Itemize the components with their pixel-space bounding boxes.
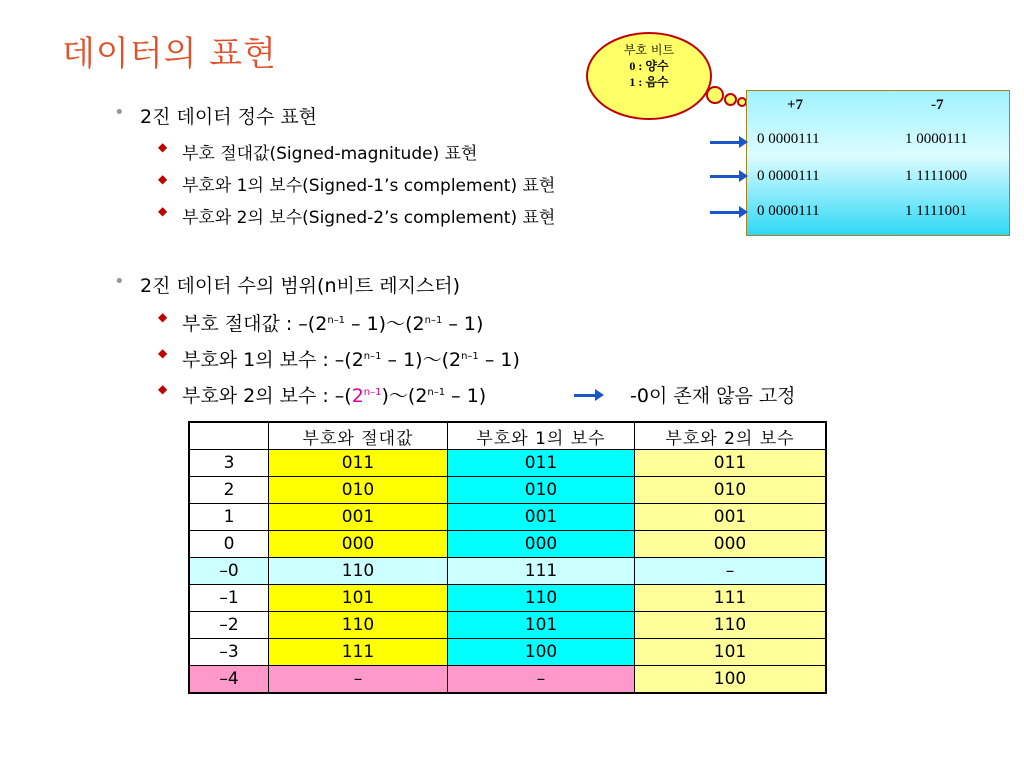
list-item-text: 부호와 2의 보수(Signed-2’s complement) 표현	[182, 208, 556, 228]
arrow-right-icon	[710, 211, 742, 214]
diamond-bullet-icon: ◆	[158, 204, 168, 218]
table-cell: 111	[269, 639, 448, 666]
table-cell: 010	[269, 477, 448, 504]
diamond-bullet-icon: ◆	[158, 140, 168, 154]
table-cell: 001	[448, 504, 635, 531]
row-value: –0	[189, 558, 269, 585]
table-cell: 011	[635, 450, 827, 477]
bullet-dot-icon: •	[114, 271, 125, 292]
row-value: 2	[189, 477, 269, 504]
table-cell: 110	[448, 585, 635, 612]
row-value: –4	[189, 666, 269, 694]
list-item-text: 부호 절대값(Signed-magnitude) 표현	[182, 144, 478, 164]
binary-value: 0 0000111	[757, 203, 820, 219]
range-exponent: n–1	[461, 351, 479, 362]
list-item-text: 부호와 1의 보수(Signed-1’s complement) 표현	[182, 176, 556, 196]
range-exponent: n–1	[363, 351, 382, 362]
range-expr: – 1)～(2	[381, 349, 462, 371]
table-row	[189, 450, 826, 477]
table-row	[189, 504, 826, 531]
row-value: 1	[189, 504, 269, 531]
header-plus7: +7	[787, 97, 804, 113]
range-expr: – 1)	[478, 349, 520, 371]
table-cell: –	[448, 666, 635, 694]
binary-value: 1 0000111	[905, 131, 968, 147]
table-row	[189, 585, 826, 612]
table-header-row	[189, 422, 826, 450]
sign-example-row	[747, 203, 1009, 225]
range-expr: –(2	[334, 349, 364, 371]
table-row	[189, 477, 826, 504]
page-title: 데이터의 표현	[62, 34, 277, 74]
range-expr: – 1)～(2	[345, 313, 425, 335]
row-value: 0	[189, 531, 269, 558]
binary-value: 0 0000111	[757, 131, 820, 147]
range-exponent: n–1	[363, 387, 382, 398]
range-prefix: 부호와 1의 보수 :	[182, 349, 335, 371]
column-header: 부호와 2의 보수	[635, 422, 827, 450]
table-row	[189, 666, 826, 694]
table-cell: –	[269, 666, 448, 694]
arrow-right-icon	[710, 175, 742, 178]
sign-example-row	[747, 131, 1009, 153]
range-prefix: 부호 절대값 :	[182, 313, 299, 335]
table-cell: 110	[269, 558, 448, 585]
table-cell: 001	[635, 504, 827, 531]
range-prefix: 부호와 2의 보수 :	[182, 385, 335, 407]
bullet-number-range	[114, 271, 461, 298]
range-expr: – 1)	[442, 313, 484, 335]
diamond-bullet-icon: ◆	[158, 310, 168, 324]
bullet-dot-icon: •	[114, 102, 125, 123]
table-row	[189, 612, 826, 639]
table-cell: 110	[635, 612, 827, 639]
list-item	[158, 139, 478, 164]
list-item	[158, 203, 556, 228]
bullet-integer-representation	[114, 102, 318, 129]
table-cell: 010	[635, 477, 827, 504]
table-cell: –	[635, 558, 827, 585]
list-item	[158, 171, 556, 196]
sign-example-row	[747, 168, 1009, 190]
table-cell: 011	[448, 450, 635, 477]
row-value: –3	[189, 639, 269, 666]
row-value: –1	[189, 585, 269, 612]
table-cell: 000	[269, 531, 448, 558]
range-base: 2	[351, 385, 364, 407]
row-value: –2	[189, 612, 269, 639]
table-cell: 111	[635, 585, 827, 612]
sign-bit-bubble	[586, 32, 712, 120]
table-row	[189, 639, 826, 666]
range-expr: – 1)	[445, 385, 487, 407]
table-cell: 000	[635, 531, 827, 558]
table-cell: 110	[269, 612, 448, 639]
arrow-right-icon	[710, 141, 742, 144]
range-exponent: n–1	[427, 387, 446, 398]
diamond-bullet-icon: ◆	[158, 346, 168, 360]
complement-comparison-table	[188, 421, 827, 694]
binary-value: 0 0000111	[757, 168, 820, 184]
range-expr: )～(2	[381, 385, 428, 407]
range-signed-magnitude	[158, 309, 484, 336]
no-negative-zero-note: -0이 존재 않음 고정	[630, 385, 796, 407]
diamond-bullet-icon: ◆	[158, 382, 168, 396]
range-expr: –(2	[298, 313, 328, 335]
range-ones-complement	[158, 345, 520, 372]
column-header: 부호와 절대값	[269, 422, 448, 450]
table-cell: 100	[448, 639, 635, 666]
bullet-label: 2진 데이터 정수 표현	[140, 106, 318, 128]
range-twos-complement	[158, 381, 487, 408]
diamond-bullet-icon: ◆	[158, 172, 168, 186]
sign-example-header	[747, 97, 1009, 119]
range-exponent: n–1	[424, 315, 443, 326]
arrow-right-icon	[574, 394, 598, 397]
bubble-line: 1 : 음수	[629, 75, 669, 89]
table-cell: 100	[635, 666, 827, 694]
table-row	[189, 558, 826, 585]
table-cell: 101	[448, 612, 635, 639]
row-value: 3	[189, 450, 269, 477]
bubble-line: 부호 비트	[623, 43, 675, 57]
table-cell: 010	[448, 477, 635, 504]
table-cell: 101	[635, 639, 827, 666]
bullet-label: 2진 데이터 수의 범위(n비트 레지스터)	[140, 275, 461, 297]
column-header	[189, 422, 269, 450]
range-expr: –(	[334, 385, 352, 407]
bubble-line: 0 : 양수	[629, 59, 669, 73]
table-cell: 101	[269, 585, 448, 612]
range-exponent: n–1	[327, 315, 346, 326]
column-header: 부호와 1의 보수	[448, 422, 635, 450]
table-cell: 000	[448, 531, 635, 558]
bubble-dot-icon	[724, 93, 737, 106]
binary-value: 1 1111000	[905, 168, 968, 184]
table-cell: 111	[448, 558, 635, 585]
binary-value: 1 1111001	[905, 203, 968, 219]
header-minus7: -7	[931, 97, 944, 113]
table-cell: 001	[269, 504, 448, 531]
sign-example-box	[746, 90, 1010, 236]
bubble-dot-icon	[706, 86, 724, 104]
table-cell: 011	[269, 450, 448, 477]
table-row	[189, 531, 826, 558]
